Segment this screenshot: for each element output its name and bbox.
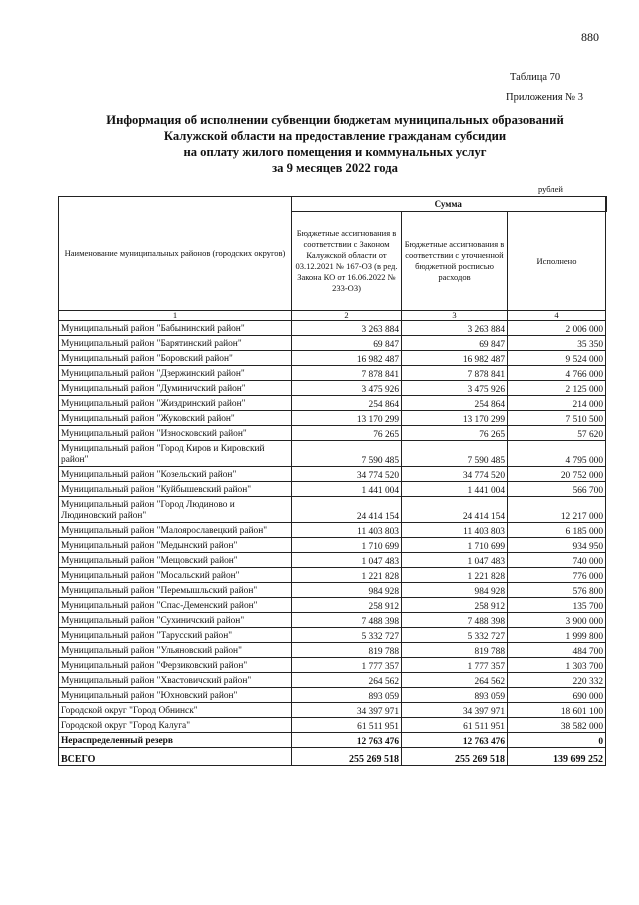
refined-allocation-cell: 34 774 520: [402, 467, 508, 482]
law-allocation-cell: 1 441 004: [292, 482, 402, 497]
title-line: Информация об исполнении субвенции бюджетам муниципальных образований: [106, 113, 564, 127]
refined-allocation-cell: 11 403 803: [402, 523, 508, 538]
table-row: [59, 366, 606, 381]
table-row: [59, 336, 606, 351]
district-name-cell: Муниципальный район "Жуковский район": [59, 411, 292, 426]
total-refined: 255 269 518: [402, 748, 508, 766]
refined-allocation-cell: 7 878 841: [402, 366, 508, 381]
executed-cell: 214 000: [508, 396, 606, 411]
table-reference: Таблица 70: [510, 72, 561, 83]
header-summa: Сумма: [292, 197, 606, 212]
executed-cell: 1 999 800: [508, 628, 606, 643]
table-row: [59, 703, 606, 718]
refined-allocation-cell: 69 847: [402, 336, 508, 351]
law-allocation-cell: 7 878 841: [292, 366, 402, 381]
refined-allocation-cell: 34 397 971: [402, 703, 508, 718]
law-allocation-cell: 12 763 476: [292, 733, 402, 748]
executed-cell: 6 185 000: [508, 523, 606, 538]
law-allocation-cell: 69 847: [292, 336, 402, 351]
document-title: [70, 112, 600, 176]
refined-allocation-cell: 24 414 154: [402, 497, 508, 523]
table-row: [59, 467, 606, 482]
executed-cell: 576 800: [508, 583, 606, 598]
district-name-cell: Муниципальный район "Ферзиковский район": [59, 658, 292, 673]
executed-cell: 484 700: [508, 643, 606, 658]
executed-cell: 566 700: [508, 482, 606, 497]
refined-allocation-cell: 893 059: [402, 688, 508, 703]
executed-cell: 9 524 000: [508, 351, 606, 366]
table-row: [59, 411, 606, 426]
executed-cell: 690 000: [508, 688, 606, 703]
law-allocation-cell: 34 774 520: [292, 467, 402, 482]
law-allocation-cell: 258 912: [292, 598, 402, 613]
executed-cell: 18 601 100: [508, 703, 606, 718]
executed-cell: 57 620: [508, 426, 606, 441]
law-allocation-cell: 3 475 926: [292, 381, 402, 396]
column-number: 3: [402, 311, 508, 321]
column-number: 4: [508, 311, 606, 321]
district-name-cell: Муниципальный район "Город Киров и Кировский район": [59, 441, 292, 467]
table-row: [59, 568, 606, 583]
law-allocation-cell: 16 982 487: [292, 351, 402, 366]
refined-allocation-cell: 1 441 004: [402, 482, 508, 497]
table-row: [59, 396, 606, 411]
table-row: [59, 321, 606, 336]
law-allocation-cell: 264 562: [292, 673, 402, 688]
law-allocation-cell: 61 511 951: [292, 718, 402, 733]
table-row: [59, 538, 606, 553]
executed-cell: 135 700: [508, 598, 606, 613]
refined-allocation-cell: 1 221 828: [402, 568, 508, 583]
district-name-cell: Муниципальный район "Перемышльский район": [59, 583, 292, 598]
table-row: [59, 673, 606, 688]
executed-cell: 776 000: [508, 568, 606, 583]
refined-allocation-cell: 7 488 398: [402, 613, 508, 628]
district-name-cell: Муниципальный район "Мещовский район": [59, 553, 292, 568]
table-row: [59, 613, 606, 628]
refined-allocation-cell: 1 777 357: [402, 658, 508, 673]
header-district-name: Наименование муниципальных районов (городских округов): [59, 197, 292, 311]
district-name-cell: Муниципальный район "Ульяновский район": [59, 643, 292, 658]
table-row: [59, 658, 606, 673]
executed-cell: 38 582 000: [508, 718, 606, 733]
total-law: 255 269 518: [292, 748, 402, 766]
law-allocation-cell: 7 488 398: [292, 613, 402, 628]
district-name-cell: Муниципальный район "Спас-Деменский район": [59, 598, 292, 613]
district-name-cell: Муниципальный район "Износковский район": [59, 426, 292, 441]
table-row: [59, 497, 606, 523]
district-name-cell: Муниципальный район "Барятинский район": [59, 336, 292, 351]
table-row: [59, 733, 606, 748]
table-row: [59, 688, 606, 703]
law-allocation-cell: 254 864: [292, 396, 402, 411]
refined-allocation-cell: 984 928: [402, 583, 508, 598]
district-name-cell: Городской округ "Город Обнинск": [59, 703, 292, 718]
title-line: за 9 месяцев 2022 года: [272, 161, 398, 175]
district-name-cell: Муниципальный район "Бабынинский район": [59, 321, 292, 336]
refined-allocation-cell: 1 710 699: [402, 538, 508, 553]
law-allocation-cell: 1 047 483: [292, 553, 402, 568]
appendix-reference: Приложения № 3: [506, 92, 584, 103]
refined-allocation-cell: 12 763 476: [402, 733, 508, 748]
table-row: [59, 718, 606, 733]
law-allocation-cell: 7 590 485: [292, 441, 402, 467]
refined-allocation-cell: 16 982 487: [402, 351, 508, 366]
law-allocation-cell: 76 265: [292, 426, 402, 441]
executed-cell: 7 510 500: [508, 411, 606, 426]
refined-allocation-cell: 3 263 884: [402, 321, 508, 336]
page-number: 880: [581, 30, 599, 44]
table-row: [59, 351, 606, 366]
refined-allocation-cell: 13 170 299: [402, 411, 508, 426]
executed-cell: 740 000: [508, 553, 606, 568]
executed-cell: 2 006 000: [508, 321, 606, 336]
district-name-cell: Муниципальный район "Дзержинский район": [59, 366, 292, 381]
executed-cell: 934 950: [508, 538, 606, 553]
executed-cell: 1 303 700: [508, 658, 606, 673]
refined-allocation-cell: 3 475 926: [402, 381, 508, 396]
executed-cell: 12 217 000: [508, 497, 606, 523]
currency-unit: рублей: [538, 184, 563, 194]
total-executed: 139 699 252: [508, 748, 606, 766]
law-allocation-cell: 24 414 154: [292, 497, 402, 523]
district-name-cell: Муниципальный район "Хвастовичский район": [59, 673, 292, 688]
refined-allocation-cell: 254 864: [402, 396, 508, 411]
refined-allocation-cell: 61 511 951: [402, 718, 508, 733]
header-executed: Исполнено: [508, 212, 606, 311]
district-name-cell: Муниципальный район "Сухиничский район": [59, 613, 292, 628]
district-name-cell: Муниципальный район "Жиздринский район": [59, 396, 292, 411]
law-allocation-cell: 984 928: [292, 583, 402, 598]
table-row: [59, 441, 606, 467]
district-name-cell: Муниципальный район "Куйбышевский район": [59, 482, 292, 497]
refined-allocation-cell: 1 047 483: [402, 553, 508, 568]
law-allocation-cell: 34 397 971: [292, 703, 402, 718]
law-allocation-cell: 1 221 828: [292, 568, 402, 583]
table-row: [59, 381, 606, 396]
column-number: 1: [59, 311, 292, 321]
title-line: Калужской области на предоставление гражданам субсидии: [163, 129, 507, 143]
refined-allocation-cell: 7 590 485: [402, 441, 508, 467]
refined-allocation-cell: 258 912: [402, 598, 508, 613]
subvention-table: [58, 196, 607, 766]
table-row: [59, 583, 606, 598]
law-allocation-cell: 11 403 803: [292, 523, 402, 538]
table-row: [59, 553, 606, 568]
column-number: 2: [292, 311, 402, 321]
refined-allocation-cell: 5 332 727: [402, 628, 508, 643]
table-row: [59, 628, 606, 643]
district-name-cell: Нераспределенный резерв: [59, 733, 292, 748]
refined-allocation-cell: 264 562: [402, 673, 508, 688]
district-name-cell: Муниципальный район "Думиничский район": [59, 381, 292, 396]
header-law-allocations: Бюджетные ассигнования в соответствии с Законом Калужской области от 03.12.2021 № 167-ОЗ (в ред. Закона КО от 16.06.2022 № 233-ОЗ): [292, 212, 402, 311]
district-name-cell: Муниципальный район "Мосальский район": [59, 568, 292, 583]
table-body: [59, 321, 606, 748]
executed-cell: 220 332: [508, 673, 606, 688]
executed-cell: 4 766 000: [508, 366, 606, 381]
law-allocation-cell: 13 170 299: [292, 411, 402, 426]
total-row: [59, 748, 606, 766]
executed-cell: 2 125 000: [508, 381, 606, 396]
law-allocation-cell: 893 059: [292, 688, 402, 703]
law-allocation-cell: 1 777 357: [292, 658, 402, 673]
table-row: [59, 643, 606, 658]
title-line: на оплату жилого помещения и коммунальных услуг: [183, 145, 487, 159]
law-allocation-cell: 5 332 727: [292, 628, 402, 643]
refined-allocation-cell: 819 788: [402, 643, 508, 658]
law-allocation-cell: 3 263 884: [292, 321, 402, 336]
table-row: [59, 426, 606, 441]
executed-cell: 4 795 000: [508, 441, 606, 467]
district-name-cell: Городской округ "Город Калуга": [59, 718, 292, 733]
total-label: ВСЕГО: [59, 748, 292, 766]
district-name-cell: Муниципальный район "Юхновский район": [59, 688, 292, 703]
executed-cell: 3 900 000: [508, 613, 606, 628]
header-refined-allocations: Бюджетные ассигнования в соответствии с уточненной бюджетной росписью расходов: [402, 212, 508, 311]
district-name-cell: Муниципальный район "Медынский район": [59, 538, 292, 553]
table-row: [59, 482, 606, 497]
executed-cell: 35 350: [508, 336, 606, 351]
executed-cell: 20 752 000: [508, 467, 606, 482]
table-row: [59, 598, 606, 613]
district-name-cell: Муниципальный район "Козельский район": [59, 467, 292, 482]
table-row: [59, 523, 606, 538]
refined-allocation-cell: 76 265: [402, 426, 508, 441]
district-name-cell: Муниципальный район "Город Людиново и Людиновский район": [59, 497, 292, 523]
law-allocation-cell: 1 710 699: [292, 538, 402, 553]
district-name-cell: Муниципальный район "Тарусский район": [59, 628, 292, 643]
district-name-cell: Муниципальный район "Боровский район": [59, 351, 292, 366]
district-name-cell: Муниципальный район "Малоярославецкий район": [59, 523, 292, 538]
executed-cell: 0: [508, 733, 606, 748]
law-allocation-cell: 819 788: [292, 643, 402, 658]
